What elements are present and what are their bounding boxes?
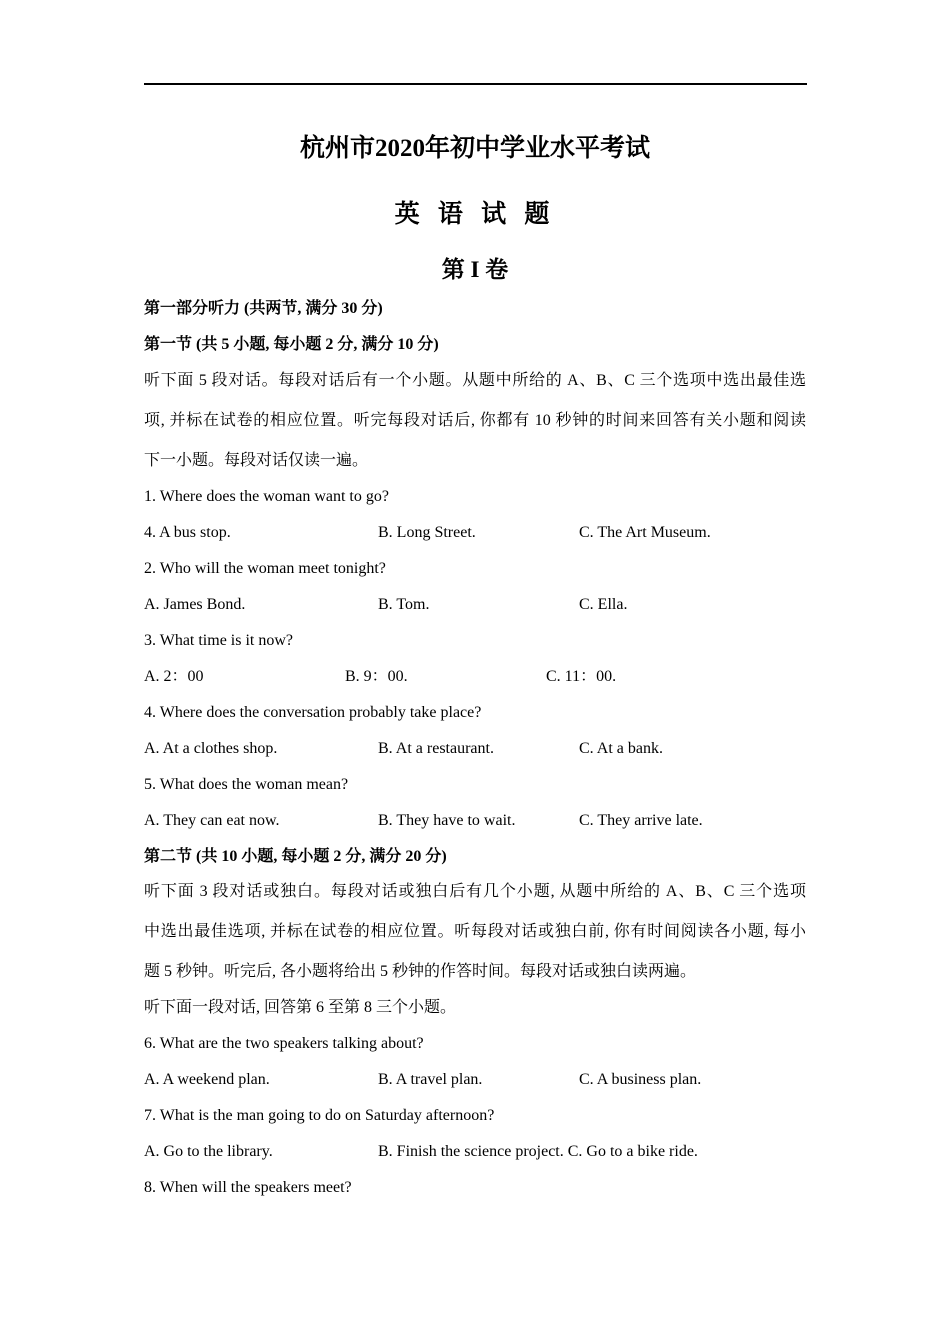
option-b: B. Long Street.	[378, 524, 476, 541]
option-a: A. A weekend plan.	[144, 1071, 270, 1088]
section2-instruction-line: 题 5 秒钟。听完后, 各小题将给出 5 秒钟的作答时间。每段对话或独白读两遍。	[144, 963, 697, 980]
option-a: A. James Bond.	[144, 596, 246, 613]
subject-title: 英 语 试 题	[394, 201, 556, 228]
section1-instruction-line: 下一小题。每段对话仅读一遍。	[144, 452, 369, 469]
part1-heading: 第一部分听力 (共两节, 满分 30 分)	[144, 300, 383, 317]
option-a: 4. A bus stop.	[144, 524, 231, 541]
option-c: C. 11：00.	[546, 668, 617, 685]
section1-heading: 第一节 (共 5 小题, 每小题 2 分, 满分 10 分)	[144, 336, 439, 353]
option-c: C. The Art Museum.	[579, 524, 711, 541]
option-b: B. At a restaurant.	[378, 740, 494, 757]
option-b: B. Finish the science project. C. Go to a bike ride.	[378, 1143, 698, 1160]
question-text: 7. What is the man going to do on Saturday afternoon?	[144, 1107, 495, 1124]
section1-instruction-line: 项, 并标在试卷的相应位置。听完每段对话后, 你都有 10 秒钟的时间来回答有关小题和阅读	[144, 412, 806, 429]
section2-instruction-line: 中选出最佳选项, 并标在试卷的相应位置。听每段对话或独白前, 你有时间阅读各小题, 每小	[144, 923, 806, 940]
exam-title: 杭州市2020年初中学业水平考试	[299, 135, 650, 162]
question-text: 1. Where does the woman want to go?	[144, 488, 389, 505]
question-text: 2. Who will the woman meet tonight?	[144, 560, 386, 577]
question-text: 8. When will the speakers meet?	[144, 1179, 352, 1196]
section2-instruction-line: 听下面 3 段对话或独白。每段对话或独白后有几个小题, 从题中所给的 A、B、C 三个选项	[144, 883, 806, 900]
section1-instruction-line: 听下面 5 段对话。每段对话后有一个小题。从题中所给的 A、B、C 三个选项中选出最佳选	[144, 372, 806, 389]
header-rule	[144, 83, 807, 85]
option-c: C. Ella.	[579, 596, 628, 613]
option-a: A. At a clothes shop.	[144, 740, 278, 757]
option-b: B. They have to wait.	[378, 812, 516, 829]
option-c: C. They arrive late.	[579, 812, 703, 829]
dialogue-note: 听下面一段对话, 回答第 6 至第 8 三个小题。	[144, 999, 457, 1016]
option-b: B. 9：00.	[345, 668, 408, 685]
option-a: A. 2：00	[144, 668, 204, 685]
question-text: 3. What time is it now?	[144, 632, 294, 649]
volume-title: 第 I 卷	[441, 257, 509, 282]
option-c: C. At a bank.	[579, 740, 663, 757]
option-b: B. Tom.	[378, 596, 430, 613]
question-text: 4. Where does the conversation probably take place?	[144, 704, 482, 721]
option-c: C. A business plan.	[579, 1071, 702, 1088]
option-a: A. They can eat now.	[144, 812, 280, 829]
question-text: 5. What does the woman mean?	[144, 776, 349, 793]
option-a: A. Go to the library.	[144, 1143, 273, 1160]
question-text: 6. What are the two speakers talking about?	[144, 1035, 424, 1052]
option-b: B. A travel plan.	[378, 1071, 483, 1088]
section2-heading: 第二节 (共 10 小题, 每小题 2 分, 满分 20 分)	[144, 848, 447, 865]
